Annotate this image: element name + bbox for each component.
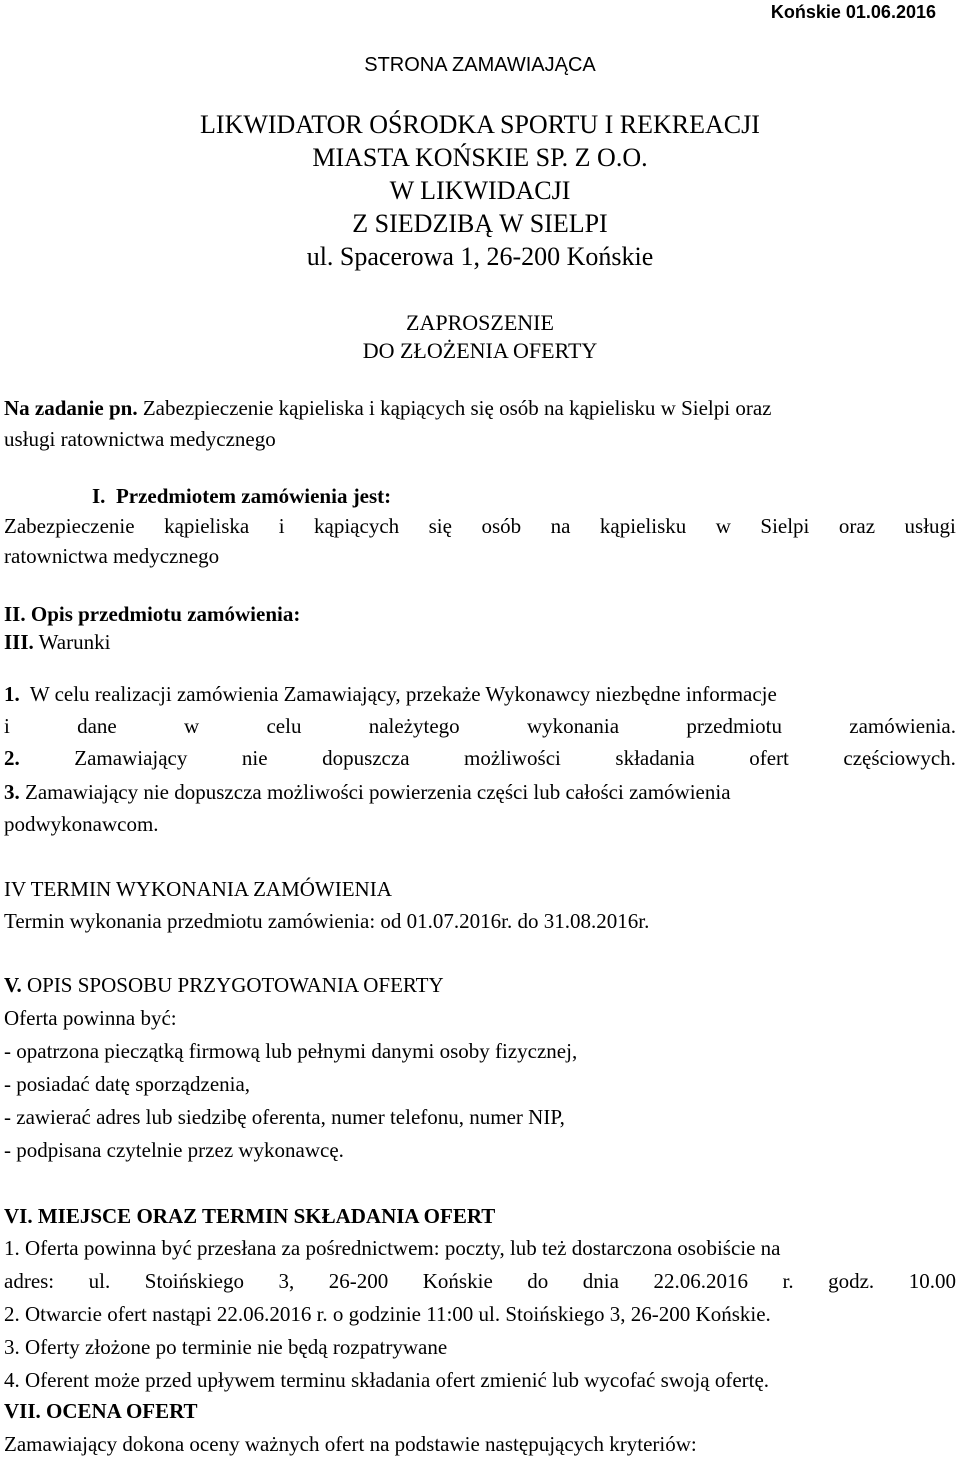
word: 10.00 [908, 1269, 956, 1293]
word: należytego [368, 714, 460, 738]
section-4-text: Termin wykonania przedmiotu zamówienia: od 01.07.2016r. do 31.08.2016r. [4, 909, 650, 933]
word: Sielpi [760, 514, 810, 538]
section-3-p3-line-2: podwykonawcom. [4, 812, 159, 836]
section-2-title: Opis przedmiotu zamówienia: [30, 602, 301, 626]
section-6-p1-line-2 [4, 1269, 956, 1293]
section-3-p2 [4, 746, 956, 770]
section-2-num: II. [4, 602, 26, 626]
word: kąpiących [314, 514, 400, 538]
section-6-heading: VI. MIEJSCE ORAZ TERMIN SKŁADANIA OFERT [4, 1204, 496, 1228]
word: kąpielisku [599, 514, 687, 538]
section-3-heading [4, 630, 110, 654]
section-2-heading [4, 602, 300, 626]
org-line-3: W LIKWIDACJI [389, 176, 571, 205]
section-5-intro: Oferta powinna być: [4, 1006, 177, 1030]
word: możliwości [464, 746, 561, 770]
section-1-title: Przedmiotem zamówienia jest: [115, 484, 392, 508]
word: Zabezpieczenie [4, 514, 135, 538]
word: dane [77, 714, 117, 738]
word: 26-200 [328, 1269, 389, 1293]
word: wykonania [526, 714, 620, 738]
word: oraz [838, 514, 876, 538]
section-1-num: I. [92, 484, 106, 508]
section-3-p1-line-1 [4, 682, 777, 706]
word: celu [266, 714, 302, 738]
section-3-p2-num: 2. [4, 746, 20, 770]
word: składania [615, 746, 695, 770]
section-3-p1-num: 1. [4, 682, 20, 706]
word: r. [782, 1269, 794, 1293]
word: Zamawiający [74, 746, 188, 770]
word: w [184, 714, 200, 738]
doc-title-1: ZAPROSZENIE [406, 310, 554, 335]
word: dnia [582, 1269, 619, 1293]
list-item: - opatrzona pieczątką firmową lub pełnymi danymi osoby fizycznej, [4, 1039, 578, 1063]
section-7-heading: VII. OCENA OFERT [4, 1399, 198, 1423]
word: do [527, 1269, 549, 1293]
list-item: - podpisana czytelnie przez wykonawcę. [4, 1138, 344, 1162]
party-label: STRONA ZAMAWIAJĄCA [364, 54, 596, 76]
word: w [715, 514, 731, 538]
section-6-p1-line-1: 1. Oferta powinna być przesłana za pośrednictwem: poczty, lub też dostarczona osobiście na [4, 1236, 781, 1260]
task-label: Na zadanie pn. [4, 396, 138, 420]
word: 22.06.2016 [653, 1269, 748, 1293]
word: kąpieliska [164, 514, 250, 538]
word: adres: [4, 1269, 55, 1293]
org-address: ul. Spacerowa 1, 26-200 Końskie [306, 242, 654, 271]
word: nie [241, 746, 268, 770]
section-3-p1-text: W celu realizacji zamówienia Zamawiający, przekaże Wykonawcy niezbędne informacje [29, 682, 777, 706]
word: się [428, 514, 452, 538]
word: Stoińskiego [144, 1269, 244, 1293]
word: częściowych. [843, 746, 956, 770]
word: osób [481, 514, 522, 538]
word: ul. [88, 1269, 111, 1293]
word: i [278, 514, 285, 538]
section-3-p1-line-2 [4, 714, 956, 738]
section-4-heading: IV TERMIN WYKONANIA ZAMÓWIENIA [4, 877, 392, 901]
section-7-text: Zamawiający dokona oceny ważnych ofert na podstawie następujących kryteriów: [4, 1432, 697, 1456]
section-5-num: V. [4, 973, 22, 997]
task-text-1: Zabezpieczenie kąpieliska i kąpiących się osób na kąpielisku w Sielpi oraz [142, 396, 772, 420]
doc-title-2: DO ZŁOŻENIA OFERTY [362, 338, 598, 363]
org-line-2: MIASTA KOŃSKIE SP. Z O.O. [312, 143, 648, 172]
word: usługi [904, 514, 956, 538]
section-3-num: III. [4, 630, 34, 654]
section-1-line-1 [4, 514, 956, 538]
place-date: Końskie 01.06.2016 [770, 2, 936, 22]
word: przedmiotu [686, 714, 782, 738]
word: i [4, 714, 10, 738]
list-item: - zawierać adres lub siedzibę oferenta, numer telefonu, numer NIP, [4, 1105, 565, 1129]
section-3-p3-text: Zamawiający nie dopuszcza możliwości powierzenia części lub całości zamówienia [25, 780, 731, 804]
section-5-heading [4, 973, 444, 997]
word: ofert [749, 746, 789, 770]
section-1-heading [92, 484, 391, 508]
section-3-title: Warunki [38, 630, 111, 654]
task-line-2: usługi ratownictwa medycznego [4, 427, 276, 451]
task-line-1 [4, 396, 771, 420]
word: dopuszcza [322, 746, 410, 770]
org-line-4: Z SIEDZIBĄ W SIELPI [352, 209, 608, 238]
word: na [550, 514, 571, 538]
section-1-line-2: ratownictwa medycznego [4, 544, 220, 568]
section-5-title: OPIS SPOSOBU PRZYGOTOWANIA OFERTY [26, 973, 444, 997]
org-line-1: LIKWIDATOR OŚRODKA SPORTU I REKREACJI [200, 110, 760, 139]
list-item: - posiadać datę sporządzenia, [4, 1072, 251, 1096]
section-3-p3-line-1 [4, 780, 731, 804]
section-6-p4: 4. Oferent może przed upływem terminu składania ofert zmienić lub wycofać swoją ofertę. [4, 1368, 770, 1392]
word: Końskie [422, 1269, 493, 1293]
section-3-p3-num: 3. [4, 780, 20, 804]
section-6-p3: 3. Oferty złożone po terminie nie będą rozpatrywane [4, 1335, 448, 1359]
word: zamówienia. [849, 714, 956, 738]
word: godz. [828, 1269, 875, 1293]
word: 3, [278, 1269, 295, 1293]
section-6-p2: 2. Otwarcie ofert nastąpi 22.06.2016 r. o godzinie 11:00 ul. Stoińskiego 3, 26-200 Końskie. [4, 1302, 771, 1326]
